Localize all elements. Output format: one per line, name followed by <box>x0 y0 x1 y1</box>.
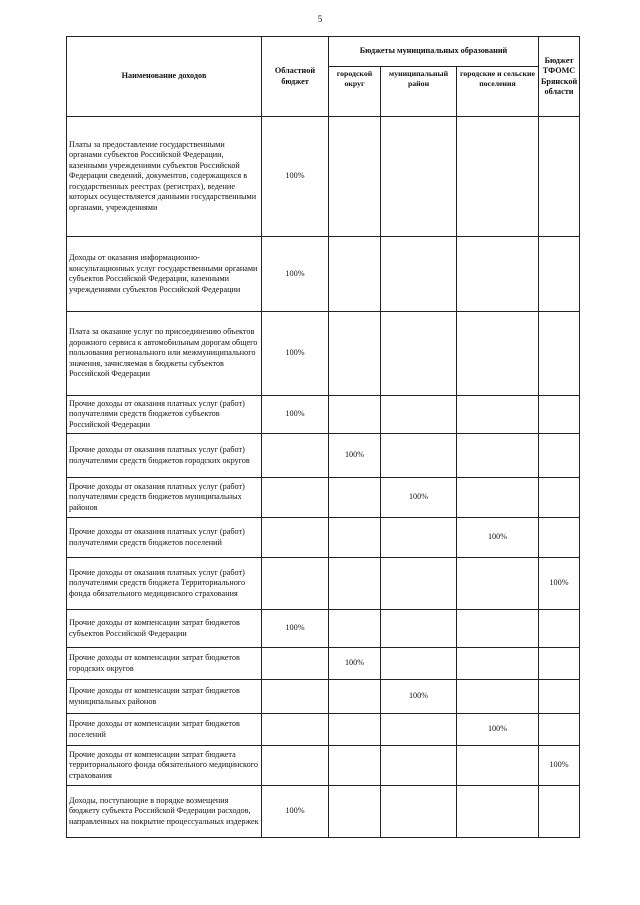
share-cell-city-district <box>329 610 381 648</box>
share-cell-municipal-district <box>381 610 457 648</box>
share-cell-settlements: 100% <box>457 518 539 558</box>
share-cell-settlements: 100% <box>457 714 539 746</box>
share-cell-regional <box>262 746 329 786</box>
income-name-cell: Прочие доходы от оказания платных услуг (работ) получателями средств бюджета Территориального фонда обязательного медицинского страхования <box>67 558 262 610</box>
share-cell-settlements <box>457 434 539 478</box>
page-number: 5 <box>317 14 323 24</box>
share-cell-municipal-district: 100% <box>381 680 457 714</box>
share-cell-settlements <box>457 312 539 396</box>
table-row <box>67 117 580 237</box>
share-cell-city-district <box>329 312 381 396</box>
share-cell-municipal-district <box>381 786 457 838</box>
share-cell-city-district <box>329 237 381 312</box>
share-cell-municipal-district <box>381 558 457 610</box>
share-cell-regional <box>262 648 329 680</box>
share-cell-regional <box>262 558 329 610</box>
table-row <box>67 610 580 648</box>
share-cell-city-district: 100% <box>329 648 381 680</box>
table-row <box>67 312 580 396</box>
share-cell-tfoms <box>539 610 580 648</box>
share-cell-city-district <box>329 680 381 714</box>
share-cell-regional <box>262 478 329 518</box>
income-name-cell: Прочие доходы от компенсации затрат бюджета территориального фонда обязательного медицинского страхования <box>67 746 262 786</box>
share-cell-city-district <box>329 478 381 518</box>
header-tfoms-budget: Бюджет ТФОМС Брянской области <box>539 37 580 117</box>
share-cell-municipal-district <box>381 434 457 478</box>
share-cell-city-district: 100% <box>329 434 381 478</box>
table-row <box>67 786 580 838</box>
share-cell-city-district <box>329 117 381 237</box>
share-cell-municipal-district <box>381 312 457 396</box>
share-cell-settlements <box>457 680 539 714</box>
share-cell-tfoms <box>539 434 580 478</box>
income-distribution-table <box>66 36 580 838</box>
share-cell-municipal-district <box>381 746 457 786</box>
income-name-cell: Прочие доходы от оказания платных услуг (работ) получателями средств бюджетов городских округов <box>67 434 262 478</box>
share-cell-municipal-district <box>381 237 457 312</box>
table-row <box>67 648 580 680</box>
income-name-cell: Плата за оказание услуг по присоединению объектов дорожного сервиса к автомобильным дорогам общего пользования регионального или межмуниципального значения, зачисляемая в бюджеты субъектов Российской Федерации <box>67 312 262 396</box>
share-cell-city-district <box>329 746 381 786</box>
table-row <box>67 518 580 558</box>
share-cell-settlements <box>457 786 539 838</box>
share-cell-settlements <box>457 117 539 237</box>
income-name-cell: Доходы от оказания информационно-консультационных услуг государственными органами субъектов Российской Федерации, казенными учреждениями субъектов Российской Федерации <box>67 237 262 312</box>
share-cell-settlements <box>457 648 539 680</box>
table-row <box>67 680 580 714</box>
table-row <box>67 714 580 746</box>
share-cell-tfoms <box>539 117 580 237</box>
table-row <box>67 746 580 786</box>
share-cell-regional <box>262 434 329 478</box>
share-cell-regional: 100% <box>262 312 329 396</box>
share-cell-settlements <box>457 558 539 610</box>
header-regional-budget: Областной бюджет <box>262 37 329 117</box>
share-cell-regional: 100% <box>262 117 329 237</box>
share-cell-city-district <box>329 518 381 558</box>
share-cell-tfoms <box>539 714 580 746</box>
header-settlements: городские и сельские поселения <box>457 67 539 117</box>
share-cell-regional: 100% <box>262 396 329 434</box>
share-cell-regional: 100% <box>262 237 329 312</box>
income-name-cell: Прочие доходы от компенсации затрат бюджетов поселений <box>67 714 262 746</box>
share-cell-tfoms <box>539 648 580 680</box>
share-cell-tfoms <box>539 478 580 518</box>
share-cell-city-district <box>329 786 381 838</box>
table-row <box>67 558 580 610</box>
share-cell-city-district <box>329 714 381 746</box>
share-cell-regional <box>262 714 329 746</box>
header-income-name: Наименование доходов <box>67 37 262 117</box>
income-name-cell: Доходы, поступающие в порядке возмещения бюджету субъекта Российской Федерации расходов, направленных на покрытие процессуальных издержек <box>67 786 262 838</box>
income-name-cell: Прочие доходы от оказания платных услуг (работ) получателями средств бюджетов субъектов Российской Федерации <box>67 396 262 434</box>
share-cell-settlements <box>457 746 539 786</box>
share-cell-settlements <box>457 610 539 648</box>
share-cell-municipal-district <box>381 117 457 237</box>
share-cell-tfoms: 100% <box>539 558 580 610</box>
income-name-cell: Прочие доходы от компенсации затрат бюджетов муниципальных районов <box>67 680 262 714</box>
table-row <box>67 396 580 434</box>
income-name-cell: Платы за предоставление государственными органами субъектов Российской Федерации, казенными учреждениями субъектов Российской Федерации сведений, документов, содержащихся в государственных реестрах (регистрах), ведение которых осуществляется данными государственными органами, учреждениями <box>67 117 262 237</box>
share-cell-tfoms <box>539 396 580 434</box>
income-name-cell: Прочие доходы от оказания платных услуг (работ) получателями средств бюджетов поселений <box>67 518 262 558</box>
share-cell-tfoms <box>539 680 580 714</box>
header-municipal-budgets: Бюджеты муниципальных образований <box>329 37 539 67</box>
share-cell-municipal-district <box>381 648 457 680</box>
share-cell-municipal-district <box>381 396 457 434</box>
share-cell-municipal-district <box>381 518 457 558</box>
share-cell-regional <box>262 680 329 714</box>
table-row <box>67 478 580 518</box>
share-cell-municipal-district: 100% <box>381 478 457 518</box>
share-cell-tfoms <box>539 237 580 312</box>
share-cell-tfoms: 100% <box>539 746 580 786</box>
share-cell-settlements <box>457 478 539 518</box>
table-row <box>67 237 580 312</box>
share-cell-tfoms <box>539 518 580 558</box>
share-cell-tfoms <box>539 312 580 396</box>
income-name-cell: Прочие доходы от оказания платных услуг (работ) получателями средств бюджетов муниципальных районов <box>67 478 262 518</box>
share-cell-settlements <box>457 237 539 312</box>
share-cell-regional <box>262 518 329 558</box>
share-cell-regional: 100% <box>262 610 329 648</box>
share-cell-regional: 100% <box>262 786 329 838</box>
table-row <box>67 434 580 478</box>
share-cell-settlements <box>457 396 539 434</box>
header-city-district: городской округ <box>329 67 381 117</box>
header-municipal-district: муниципальный район <box>381 67 457 117</box>
income-name-cell: Прочие доходы от компенсации затрат бюджетов городских округов <box>67 648 262 680</box>
share-cell-city-district <box>329 396 381 434</box>
share-cell-city-district <box>329 558 381 610</box>
share-cell-tfoms <box>539 786 580 838</box>
income-name-cell: Прочие доходы от компенсации затрат бюджетов субъектов Российской Федерации <box>67 610 262 648</box>
share-cell-municipal-district <box>381 714 457 746</box>
